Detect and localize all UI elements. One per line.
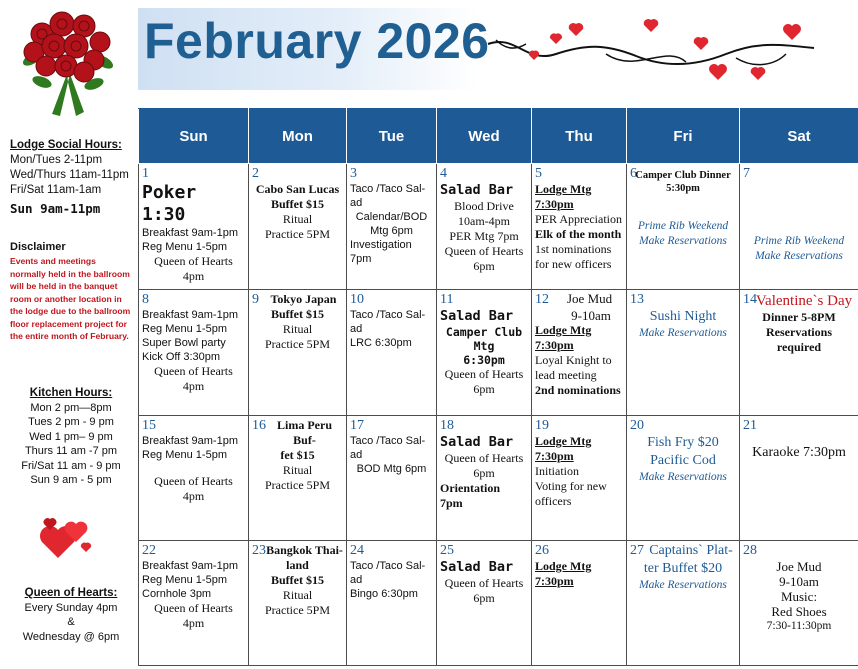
event-line: Bangkok Thai- <box>266 542 343 557</box>
day-number: 15 <box>142 417 156 433</box>
event-line: Investigation <box>350 239 412 251</box>
event-line: Breakfast 9am-1pm <box>142 227 238 239</box>
event-line: Dinner 5-8PM <box>762 310 836 325</box>
kitchen-hours-line: Fri/Sat 11 am - 9 pm <box>21 459 121 472</box>
roses-bouquet-image <box>12 4 122 120</box>
day-number: 1 <box>142 166 149 181</box>
event-line: Prime Rib Weekend <box>753 235 845 247</box>
day-number: 23 <box>252 542 266 558</box>
event-line: 7:30pm <box>535 573 574 588</box>
day-cell-12 <box>532 290 627 415</box>
day-cell-27 <box>627 540 740 665</box>
event-line: Queen of Hearts <box>154 254 233 268</box>
day-number: 2 <box>252 166 259 181</box>
event-line: Ritual <box>282 462 313 477</box>
kitchen-hours-title: Kitchen Hours: <box>29 387 113 399</box>
disclaimer <box>10 240 132 343</box>
day-number: 12 <box>535 292 549 308</box>
day-number: 9 <box>252 292 259 308</box>
event-line: Taco /Taco Sal- <box>350 309 426 322</box>
event-line: Mtg 6pm <box>370 225 413 237</box>
event-line: 4pm <box>182 615 205 630</box>
day-number: 6 <box>630 166 637 181</box>
event-line: 6pm <box>473 590 495 605</box>
day-number: 25 <box>440 542 454 558</box>
kitchen-hours-line: Sun 9 am - 5 pm <box>30 474 112 486</box>
event-line: Salad Bar <box>440 433 514 450</box>
event-line: Queen of Hearts <box>154 600 233 615</box>
event-line: Make Reservations <box>639 470 727 483</box>
day-cell-10 <box>347 290 437 415</box>
event-line: ad <box>350 448 363 461</box>
event-line: Taco /Taco Sal- <box>350 434 426 447</box>
event-line: land <box>286 557 309 572</box>
event-line: Reservations required <box>766 325 832 355</box>
day-number: 20 <box>630 417 644 433</box>
event-line: 6pm <box>473 259 495 273</box>
event-line: fet $15 <box>280 447 315 462</box>
day-cell-14 <box>740 290 858 415</box>
event-line: 4pm <box>182 488 205 503</box>
social-hours-line: Sun 9am-11pm <box>10 201 101 216</box>
social-hours-line: Wed/Thurs 11am-11pm <box>10 169 129 181</box>
event-line: Reg Menu 1-5pm <box>142 241 227 253</box>
page-title: February 2026 <box>144 13 490 69</box>
event-line: Valentine`s Day <box>755 293 853 310</box>
event-line: Queen of Hearts <box>444 367 524 382</box>
calendar-week <box>139 540 858 665</box>
day-cell-8 <box>139 290 249 415</box>
day-cell-11 <box>437 290 532 415</box>
event-line: Camper Club Dinner <box>635 170 731 181</box>
day-cell-4 <box>437 164 532 290</box>
day-number: 27 <box>630 542 644 558</box>
event-line: Queen of Hearts <box>154 364 233 379</box>
event-line: Reg Menu 1-5pm <box>142 323 227 336</box>
event-line: Cabo San Lucas <box>255 182 340 196</box>
event-line: ter Buffet $20 <box>643 560 723 576</box>
kitchen-hours-line: Thurs 11 am -7 pm <box>24 445 118 457</box>
event-line: Kick Off 3:30pm <box>142 351 221 364</box>
day-cell-16 <box>249 415 347 540</box>
event-line: Lodge Mtg <box>535 182 592 196</box>
event-line: 10am-4pm <box>458 214 510 228</box>
event-line: 4pm <box>182 379 205 394</box>
weekday-header: Tue <box>347 109 437 164</box>
qoh-line: Wednesday @ 6pm <box>22 630 120 643</box>
event-line: Joe Mud <box>776 558 822 574</box>
weekday-header: Sat <box>740 109 858 164</box>
day-number: 16 <box>252 417 266 433</box>
event-line: Buffet $15 <box>271 572 324 587</box>
qoh-title: Queen of Hearts: <box>24 587 118 599</box>
event-line: 7:30-11:30pm <box>766 619 832 632</box>
event-line: Breakfast 9am-1pm <box>142 559 238 572</box>
event-line: 7:30pm <box>535 338 574 353</box>
queen-of-hearts-info <box>10 586 132 644</box>
event-line: Ritual <box>282 212 313 226</box>
day-cell-3 <box>347 164 437 290</box>
event-line: Taco /Taco Sal- <box>350 559 426 572</box>
event-line: ad <box>350 573 363 586</box>
day-cell-13 <box>627 290 740 415</box>
day-cell-17 <box>347 415 437 540</box>
day-number: 18 <box>440 417 454 433</box>
event-line: Breakfast 9am-1pm <box>142 309 238 322</box>
disclaimer-title: Disclaimer <box>10 241 66 253</box>
day-number: 17 <box>350 417 364 433</box>
event-line: Karaoke 7:30pm <box>752 444 846 460</box>
event-line: Lima Peru Buf- <box>277 417 332 447</box>
event-line: Salad Bar <box>440 308 514 325</box>
day-number: 26 <box>535 542 549 558</box>
event-line: Elk of the month <box>535 227 622 241</box>
event-line: Queen of Hearts <box>154 473 233 488</box>
event-line: Lodge Mtg <box>535 433 592 448</box>
day-number: 28 <box>743 542 757 558</box>
event-line: Queen of Hearts <box>444 575 524 590</box>
day-number: 24 <box>350 542 364 558</box>
day-cell-24 <box>347 540 437 665</box>
calendar-grid <box>138 108 858 666</box>
day-number: 5 <box>535 166 542 181</box>
event-line: Orientation <box>440 480 500 495</box>
event-line: 7pm <box>350 253 372 265</box>
weekday-header: Thu <box>532 109 627 164</box>
calendar-week <box>139 415 858 540</box>
day-number: 10 <box>350 292 364 308</box>
event-line: Prime Rib Weekend <box>637 220 729 232</box>
social-hours-line: Fri/Sat 11am-1am <box>10 184 102 196</box>
event-line: Tokyo Japan <box>270 292 337 307</box>
event-line: Make Reservations <box>755 250 843 262</box>
day-number: 19 <box>535 417 549 433</box>
disclaimer-text: Events and meetings normally held in the ballroom will be held in the banquet room or another location in the lodge due to the ballroom floor replacement project for the entire month of February. <box>10 256 131 341</box>
day-number: 13 <box>630 292 644 308</box>
kitchen-hours-line: Mon 2 pm—8pm <box>30 401 112 414</box>
day-cell-18 <box>437 415 532 540</box>
event-line: 5:30pm <box>666 183 700 194</box>
weekday-header: Mon <box>249 109 347 164</box>
event-line: Initiation <box>535 463 579 478</box>
event-line: ad <box>350 197 363 209</box>
event-line: PER Appreciation <box>535 212 622 226</box>
day-cell-15 <box>139 415 249 540</box>
day-cell-26 <box>532 540 627 665</box>
lodge-social-hours <box>10 138 132 220</box>
day-number: 11 <box>440 292 454 308</box>
event-line: PER Mtg 7pm <box>449 229 519 243</box>
event-line: Practice 5PM <box>265 602 330 617</box>
event-line: Practice 5PM <box>265 337 330 352</box>
event-line: 6pm <box>473 382 495 397</box>
event-line: Camper Club <box>445 325 523 340</box>
event-line: 7:30pm <box>535 448 574 463</box>
event-line: Music: <box>780 588 818 604</box>
event-line: BOD Mtg 6pm <box>356 462 427 475</box>
event-line: Lodge Mtg <box>535 558 592 573</box>
event-line: Pacific Cod <box>650 452 716 468</box>
kitchen-hours-line: Wed 1 pm– 9 pm <box>29 430 113 443</box>
day-number: 14 <box>743 292 757 308</box>
event-line: Make Reservations <box>639 327 727 340</box>
event-line: Calendar/BOD <box>355 211 428 223</box>
day-cell-25 <box>437 540 532 665</box>
day-number: 7 <box>743 166 750 181</box>
day-cell-21 <box>740 415 858 540</box>
day-cell-6 <box>627 164 740 290</box>
event-line: Salad Bar <box>440 182 514 198</box>
event-line: Voting for new <box>535 478 607 493</box>
event-line: Reg Menu 1-5pm <box>142 573 227 586</box>
event-line: 2nd nominations <box>535 383 621 398</box>
event-line: Red Shoes <box>771 603 827 619</box>
day-cell-20 <box>627 415 740 540</box>
kitchen-hours-line: Tues 2 pm - 9 pm <box>28 416 114 428</box>
kitchen-hours <box>10 386 132 488</box>
event-line: Sushi Night <box>649 309 717 325</box>
event-line: Mtg <box>473 339 495 354</box>
event-line: Bingo 6:30pm <box>350 587 418 600</box>
calendar-week <box>139 164 858 290</box>
day-cell-9 <box>249 290 347 415</box>
event-line: Ritual <box>282 587 313 602</box>
event-line: Loyal Knight to <box>535 353 612 368</box>
hearts-cluster-icon <box>36 512 96 562</box>
day-cell-23 <box>249 540 347 665</box>
event-line: 9-10am <box>571 308 611 324</box>
day-cell-28 <box>740 540 858 665</box>
day-cell-22 <box>139 540 249 665</box>
event-line: 9-10am <box>779 573 819 589</box>
event-line: Reg Menu 1-5pm <box>142 448 227 461</box>
event-line: 7pm <box>440 495 463 510</box>
weekday-header: Wed <box>437 109 532 164</box>
day-number: 4 <box>440 166 447 181</box>
event-line: Fish Fry $20 <box>647 434 719 450</box>
social-hours-title: Lodge Social Hours: <box>10 139 122 151</box>
event-line: Joe Mud <box>567 291 613 307</box>
event-line: ad <box>350 323 363 336</box>
event-line: Ritual <box>282 322 313 337</box>
day-number: 22 <box>142 542 156 558</box>
event-line: 6:30pm <box>463 353 505 368</box>
day-cell-5 <box>532 164 627 290</box>
event-line: LRC 6:30pm <box>350 337 412 350</box>
day-cell-19 <box>532 415 627 540</box>
weekday-header: Fri <box>627 109 740 164</box>
event-line: Breakfast 9am-1pm <box>142 434 238 447</box>
weekday-header-row <box>139 109 858 164</box>
event-line: Queen of Hearts <box>444 450 524 465</box>
day-cell-1 <box>139 164 249 290</box>
event-line: officers <box>535 493 572 508</box>
qoh-line: Every Sunday 4pm <box>24 601 118 614</box>
event-line: for new officers <box>535 257 612 271</box>
event-line: Super Bowl party <box>142 337 226 350</box>
qoh-line: & <box>67 616 75 628</box>
event-line: Make Reservations <box>639 235 727 247</box>
event-line: 6pm <box>473 465 495 480</box>
event-line: 7:30pm <box>535 197 574 211</box>
event-line: 1st nominations <box>535 242 612 256</box>
calendar-week <box>139 290 858 415</box>
event-line: Buffet $15 <box>271 197 324 211</box>
event-line: Buffet $15 <box>271 307 324 322</box>
hearts-vine-decoration <box>486 14 816 86</box>
event-line: Make Reservations <box>639 578 727 591</box>
event-line: Cornhole 3pm <box>142 587 212 600</box>
day-cell-2 <box>249 164 347 290</box>
event-line: Queen of Hearts <box>444 244 524 258</box>
event-line: Blood Drive <box>454 199 514 213</box>
event-line: Taco /Taco Sal- <box>350 183 426 195</box>
event-line: lead meeting <box>535 368 597 383</box>
social-hours-line: Mon/Tues 2-11pm <box>10 154 103 166</box>
day-number: 3 <box>350 166 357 181</box>
weekday-header: Sun <box>139 109 249 164</box>
event-line: Lodge Mtg <box>535 323 592 338</box>
day-number: 21 <box>743 417 757 433</box>
event-poker: Poker 1:30 <box>142 182 197 225</box>
event-line: Practice 5PM <box>265 227 330 241</box>
event-line: Salad Bar <box>440 558 514 575</box>
day-number: 8 <box>142 292 149 308</box>
event-line: Captains` Plat- <box>649 542 733 558</box>
day-cell-7 <box>740 164 858 290</box>
event-line: 4pm <box>182 269 205 283</box>
event-line: Practice 5PM <box>265 477 330 492</box>
